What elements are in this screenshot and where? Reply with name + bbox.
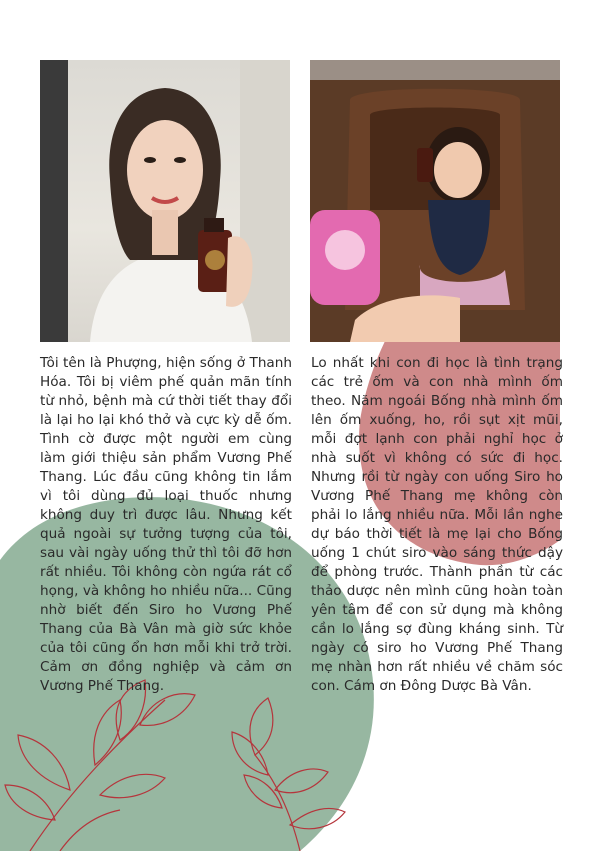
testimonial-left: Tôi tên là Phượng, hiện sống ở Thanh Hóa. Tôi bị viêm phế quản mãn tính từ nhỏ, bệnh mà cứ thời tiết thay đổi là lại ho lại khó thở và cực kỳ dễ ốm. Tình cờ được một người em cùng làm giới thiệu sản phẩm Vương Phế Thang. Lúc đầu cũng không tin lắm vì tôi dùng đủ loại thuốc nhưng không duy trì được lâu. Nhưng kết quả ngoài sự tưởng tượng của tôi, sau vài ngày uống thử thì tôi đỡ hơn rất nhiều. Tôi không còn ngứa rát cổ họng, và không ho nhiều nữa... Cũng nhờ biết đến Siro ho Vương Phế Thang của Bà Vân mà giờ sức khỏe của tôi cũng ổn hơn mỗi khi trở trời. Cảm ơn đồng nghiệp và cảm ơn Vương Phế Thang.	[40, 355, 292, 694]
photo-girl	[310, 60, 560, 342]
woman-photo-illustration	[40, 60, 290, 342]
photo-woman	[40, 60, 290, 342]
girl-photo-illustration	[310, 60, 560, 342]
testimonial-right: Lo nhất khi con đi học là tình trạng các trẻ ốm và con nhà mình ốm theo. Năm ngoái Bống nhà mình ốm lên ốm xuống, ho, rồi sụt xịt mũi, mỗi đợt lạnh con phải nghỉ học ở nhà suốt vì không có sức đi học. Nhưng rồi từ ngày con uống Siro ho Vương Phế Thang mẹ không còn phải lo lắng nhiều nữa. Mỗi lần nghe dự báo thời tiết là mẹ lại cho Bống uống 1 chút siro vào sáng thức dậy để phòng trước. Thành phần từ các thảo dược nên mình cũng hoàn toàn yên tâm để con sử dụng mà không cần lo lắng sợ đùng kháng sinh. Từ ngày có siro ho Vương Phế Thang mẹ nhàn hơn rất nhiều về chăm sóc con. Cám ơn Đông Dược Bà Vân.	[311, 355, 563, 694]
